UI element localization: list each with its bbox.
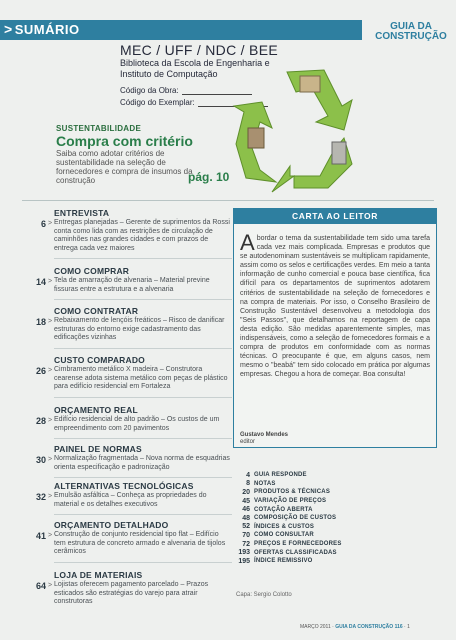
toc-section-head: PAINEL DE NORMAS — [54, 444, 142, 454]
index-list — [234, 471, 434, 566]
toc-entry-text: Entregas planejadas – Gerente de suprimentos da Rossi conta como lida com as restrições de circulação de caminhões nas grandes cidades e com prazos de entrega cada vez maiores — [54, 219, 230, 252]
toc-section-head: ENTREVISTA — [54, 208, 110, 218]
feature-title: Compra com critério — [56, 133, 193, 149]
divider — [54, 348, 232, 349]
index-label: ÍNDICE REMISSIVO — [254, 558, 313, 565]
index-label: GUIA RESPONDE — [254, 472, 307, 479]
toc-section-head: COMO CONTRATAR — [54, 306, 139, 316]
chevron-right-icon: > — [48, 456, 53, 463]
divider — [54, 299, 232, 300]
toc-entry-text: Rebaixamento de lençóis freáticos – Risco de danificar estruturas do entorno exige cadastramento das edificações vizinhas — [54, 317, 225, 342]
divider — [54, 562, 232, 563]
index-label: COMPOSIÇÃO DE CUSTOS — [254, 515, 337, 522]
chevron-right-icon: > — [48, 582, 53, 589]
feature-page: pág. 10 — [188, 170, 230, 184]
index-label: COTAÇÃO ABERTA — [254, 506, 313, 513]
index-page-number: 70 — [242, 531, 250, 539]
chevron-right-icon: > — [48, 493, 53, 500]
index-item — [234, 540, 434, 549]
toc-section-orcamento-real — [20, 405, 232, 439]
index-label: NOTAS — [254, 480, 276, 487]
recycle-arrows-illustration — [232, 66, 362, 194]
toc-section-head: CUSTO COMPARADO — [54, 355, 145, 365]
section-title — [4, 21, 80, 37]
chevron-right-icon: > — [48, 278, 53, 285]
index-item — [234, 531, 434, 540]
toc-entry-text: Cimbramento metálico X madeira – Construtora cearense adota sistema metálico com peças de plástico para edifício residencial em Fortaleza — [54, 366, 228, 391]
chevron-right-icon: > — [48, 532, 53, 539]
toc-entry-text: Emulsão asfáltica – Conheça as propriedades do material e os detalhes executivos — [54, 492, 207, 508]
toc-section-painel-de-normas — [20, 444, 232, 478]
stamp-line2: Biblioteca da Escola de Engenharia e Instituto de Computação — [120, 58, 270, 79]
index-label: VARIAÇÃO DE PREÇOS — [254, 498, 327, 505]
chevron-right-icon: > — [48, 220, 53, 227]
toc-section-como-contratar — [20, 306, 232, 349]
toc-section-orcamento-detalhado — [20, 520, 232, 563]
toc-section-head: COMO COMPRAR — [54, 266, 130, 276]
index-page-number: 8 — [246, 480, 250, 488]
carta-body — [240, 230, 430, 380]
toc-page-number: 26 — [35, 366, 46, 376]
index-item — [234, 480, 434, 489]
brand-line2: CONSTRUÇÃO — [375, 31, 447, 42]
index-item — [234, 514, 434, 523]
index-page-number: 193 — [238, 549, 250, 557]
feature-text: Saiba como adotar critérios de sustentabilidade na seleção de fornecedores e compra de insumos da construção — [56, 149, 193, 185]
toc-entry-text: Tela de amarração de alvenaria – Material previne fissuras entre a estrutura e a alvenaria — [54, 277, 210, 293]
stamp-code-obra-label: Código da Obra: — [120, 86, 179, 95]
drop-cap: A — [240, 230, 255, 255]
divider — [54, 477, 232, 478]
toc-section-entrevista — [20, 208, 232, 259]
toc-page-number: 32 — [35, 492, 46, 502]
toc-section-loja-de-materiais — [20, 570, 232, 607]
index-label: PRODUTOS & TÉCNICAS — [254, 489, 331, 496]
footer-date: MARÇO 2011 — [300, 624, 331, 630]
footer-page-number: 1 — [407, 624, 410, 630]
divider — [54, 397, 232, 398]
toc-entry-text: Edifício residencial de alto padrão – Os custos de um empreendimento com 20 pavimentos — [54, 416, 220, 432]
chevron-right-icon: > — [4, 21, 13, 37]
index-page-number: 52 — [242, 523, 250, 531]
toc-page-number: 64 — [35, 581, 46, 591]
toc-section-como-comprar — [20, 266, 232, 300]
index-label: PREÇOS E FORNECEDORES — [254, 541, 342, 548]
index-page-number: 45 — [242, 497, 250, 505]
index-page-number: 20 — [242, 488, 250, 496]
toc-entry-text: Normalização fragmentada – Nova norma de esquadrias orienta especificação e padronização — [54, 455, 230, 471]
index-item — [234, 523, 434, 532]
toc-page-number: 28 — [35, 416, 46, 426]
index-page-number: 195 — [238, 557, 250, 565]
index-item — [234, 505, 434, 514]
signature-name: Gustavo Mendes — [240, 432, 289, 438]
section-title-text: SUMÁRIO — [14, 22, 80, 37]
divider — [54, 258, 232, 259]
toc-section-head: ALTERNATIVAS TECNOLÓGICAS — [54, 481, 194, 491]
index-page-number: 4 — [246, 471, 250, 479]
index-page-number: 48 — [242, 514, 250, 522]
index-item — [234, 557, 434, 566]
toc-section-alternativas-tecnologicas — [20, 481, 232, 515]
feature-label: SUSTENTABILIDADE — [56, 124, 142, 133]
index-label: COMO CONSULTAR — [254, 532, 314, 539]
toc-page-number: 14 — [35, 277, 46, 287]
index-page-number: 46 — [242, 506, 250, 514]
index-label: OFERTAS CLASSIFICADAS — [254, 549, 337, 556]
page-footer: MARÇO 2011 · GUIA DA CONSTRUÇÃO 116 · 1 — [300, 624, 410, 630]
chevron-right-icon: > — [48, 318, 53, 325]
toc-section-head: ORÇAMENTO REAL — [54, 405, 138, 415]
toc-section-head: ORÇAMENTO DETALHADO — [54, 520, 169, 530]
index-item — [234, 497, 434, 506]
toc-entry-text: Lojistas oferecem pagamento parcelado – Prazos esticados são estratégias do varejo para atrair construtoras — [54, 581, 209, 606]
index-item — [234, 488, 434, 497]
index-page-number: 72 — [242, 540, 250, 548]
index-item — [234, 471, 434, 480]
carta-ao-leitor-box — [233, 208, 437, 448]
index-item — [234, 548, 434, 557]
carta-body-text: bordar o tema da sustentabilidade tem sido uma tarefa cada vez mais complicada. Empresas e produtos que se autodenominam sustentáveis se multiplicam rapidamente, assim como os selos e certificações verdes. Em meio a tanta informação de cunho comercial e pouca base científica, fica difícil para os departamentos de suprimentos adotarem critérios de sustentabilidade na seleção de fornecedores e na compra de materiais. Por isso, o Conselho Brasileiro de Construção Sustentável desenvolveu a metodologia dos "Seis Passos", que detalhamos na reportagem de capa desta edição. São medidas aparentemente simples, mas indispensáveis, como a seleção de fornecedores formais e a compra de produtos em conformidade com as normas técnicas. O preocupante é que, em alguns casos, nem mesmo o "beabá" tem sido colocado em prática por algumas empresas. Chegou a hora de começar. Boa consulta! — [240, 235, 430, 379]
signature-role: editor — [240, 439, 256, 445]
carta-signature — [240, 432, 288, 446]
toc-page-number: 41 — [35, 531, 46, 541]
stamp-line1: MEC / UFF / NDC / BEE — [120, 42, 278, 58]
carta-title: CARTA AO LEITOR — [234, 209, 436, 224]
brand-line1: GUIA DA — [390, 21, 432, 32]
divider — [22, 200, 434, 201]
brand-logo — [368, 22, 454, 42]
toc-page-number: 30 — [35, 455, 46, 465]
toc-section-head: LOJA DE MATERIAIS — [54, 570, 143, 580]
index-label: ÍNDICES & CUSTOS — [254, 523, 315, 530]
toc-entry-text: Construção de conjunto residencial tipo flat – Edifício tem estrutura de concreto armado e alvenaria de tijolos cerâmicos — [54, 531, 226, 556]
divider — [54, 438, 232, 439]
divider — [54, 514, 232, 515]
toc-section-custo-comparado — [20, 355, 232, 398]
cover-credit: Capa: Sergio Colotto — [236, 592, 292, 598]
stamp-code-exemplar-label: Código do Exemplar: — [120, 98, 195, 107]
toc-page-number: 6 — [40, 219, 46, 229]
footer-publication: GUIA DA CONSTRUÇÃO 116 — [335, 624, 403, 630]
chevron-right-icon: > — [48, 417, 53, 424]
toc-page-number: 18 — [35, 317, 46, 327]
chevron-right-icon: > — [48, 367, 53, 374]
